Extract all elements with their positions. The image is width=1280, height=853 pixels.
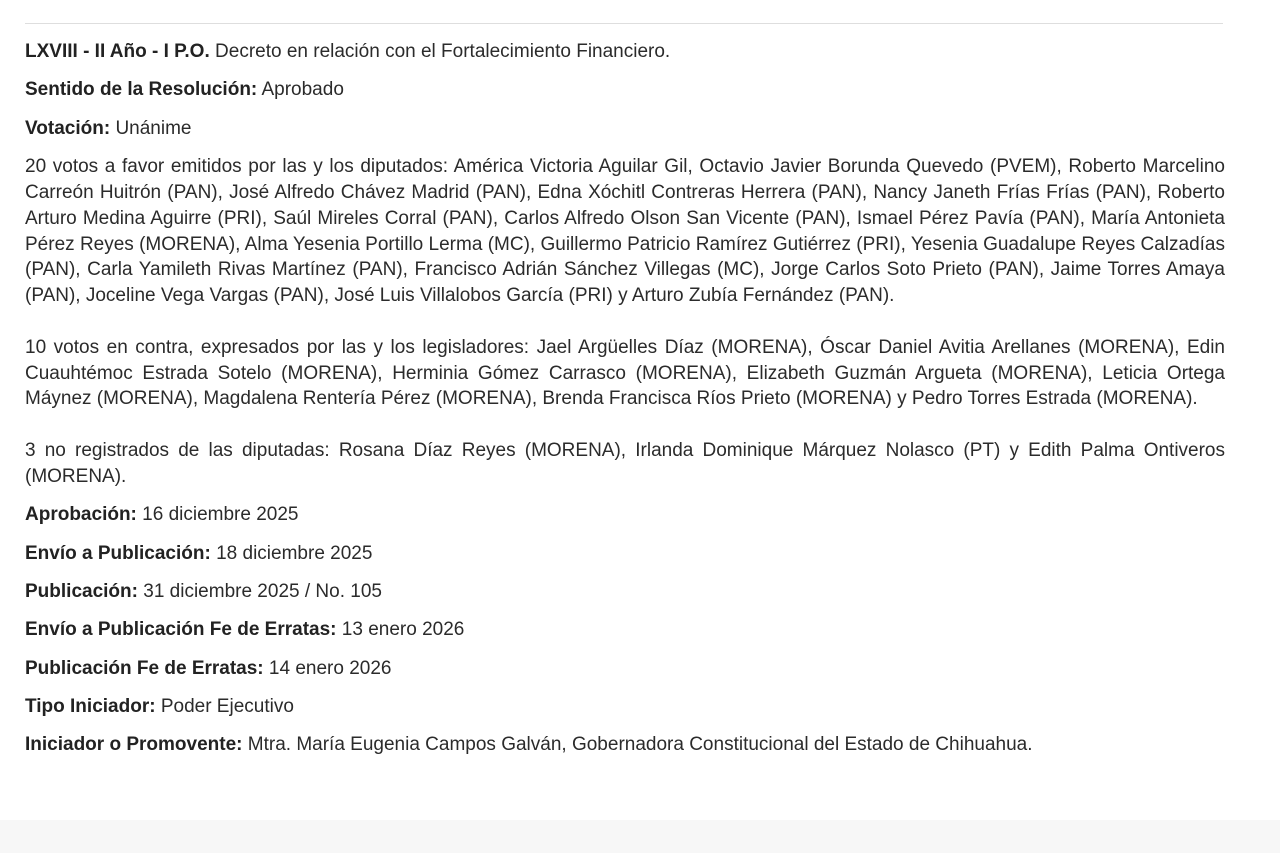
approval-row (25, 502, 1225, 528)
publication-sent-date: 18 diciembre 2025 (216, 542, 373, 564)
legislature-label: LXVIII - II Año - I P.O. (25, 41, 210, 62)
errata-publication-label: Publicación Fe de Erratas: (25, 657, 264, 679)
vote-row (25, 116, 1225, 142)
vote-label: Votación: (25, 117, 111, 139)
top-divider (25, 23, 1223, 24)
paragraph-gap (25, 412, 1225, 438)
vote-value: Unánime (115, 117, 192, 139)
decree-title-row (25, 39, 1225, 65)
resolution-label: Sentido de la Resolución: (25, 79, 258, 101)
initiator-type-label: Tipo Iniciador: (25, 696, 156, 718)
publication-sent-row (25, 541, 1225, 567)
errata-publication-row (25, 656, 1225, 682)
initiator-type-row (25, 694, 1225, 720)
publication-date: 31 diciembre 2025 / No. 105 (143, 580, 382, 602)
initiator-type-value: Poder Ejecutivo (160, 696, 294, 718)
approval-date: 16 diciembre 2025 (142, 504, 299, 526)
votes-not-registered: 3 no registrados de las diputadas: Rosana Díaz Reyes (MORENA), Irlanda Dominique Márquez Nolasco (PT) y Edith Palma Ontiveros (MORENA). (25, 439, 1225, 487)
initiator-value: Mtra. María Eugenia Campos Galván, Gobernadora Constitucional del Estado de Chihuahua. (247, 734, 1033, 756)
errata-publication-date: 14 enero 2026 (268, 657, 392, 679)
publication-row (25, 579, 1225, 605)
votes-against: 10 votos en contra, expresados por las y los legisladores: Jael Argüelles Díaz (MORENA), Óscar Daniel Avitia Arellanes (MORENA), Edin Cuauhtémoc Estrada Sotelo (MORENA), Herminia Gómez Carrasco (MORENA), Elizabeth Guzmán Argueta (MORENA), Leticia Ortega Máynez (MORENA), Magdalena Rentería Pérez (MORENA), Brenda Francisca Ríos Prieto (MORENA) y Pedro Torres Estrada (MORENA). (25, 336, 1225, 410)
errata-sent-date: 13 enero 2026 (341, 619, 465, 641)
votes-in-favor: 20 votos a favor emitidos por las y los diputados: América Victoria Aguilar Gil, Octavio Javier Borunda Quevedo (PVEM), Roberto Marcelino Carreón Huitrón (PAN), José Alfredo Chávez Madrid (PAN), Edna Xóchitl Contreras Herrera (PAN), Nancy Janeth Frías Frías (PAN), Roberto Arturo Medina Aguirre (PRI), Saúl Mireles Corral (PAN), Carlos Alfredo Olson San Vicente (PAN), Ismael Pérez Pavía (PAN), María Antonieta Pérez Reyes (MORENA), Alma Yesenia Portillo Lerma (MC), Guillermo Patricio Ramírez Gutiérrez (PRI), Yesenia Guadalupe Reyes Calzadías (PAN), Carla Yamileth Rivas Martínez (PAN), Francisco Adrián Sánchez Villegas (MC), Jorge Carlos Soto Prieto (PAN), Jaime Torres Amaya (PAN), Joceline Vega Vargas (PAN), José Luis Villalobos García (PRI) y Arturo Zubía Fernández (PAN). (25, 156, 1225, 307)
initiator-row (25, 732, 1225, 758)
decree-content (25, 39, 1225, 771)
decree-title: Decreto en relación con el Fortalecimiento Financiero. (215, 41, 671, 62)
errata-sent-label: Envío a Publicación Fe de Erratas: (25, 619, 337, 641)
approval-label: Aprobación: (25, 504, 137, 526)
publication-label: Publicación: (25, 580, 138, 602)
publication-sent-label: Envío a Publicación: (25, 542, 211, 564)
resolution-value: Aprobado (261, 79, 344, 101)
resolution-row (25, 77, 1225, 103)
initiator-label: Iniciador o Promovente: (25, 734, 243, 756)
paragraph-gap (25, 309, 1225, 335)
errata-sent-row (25, 617, 1225, 643)
